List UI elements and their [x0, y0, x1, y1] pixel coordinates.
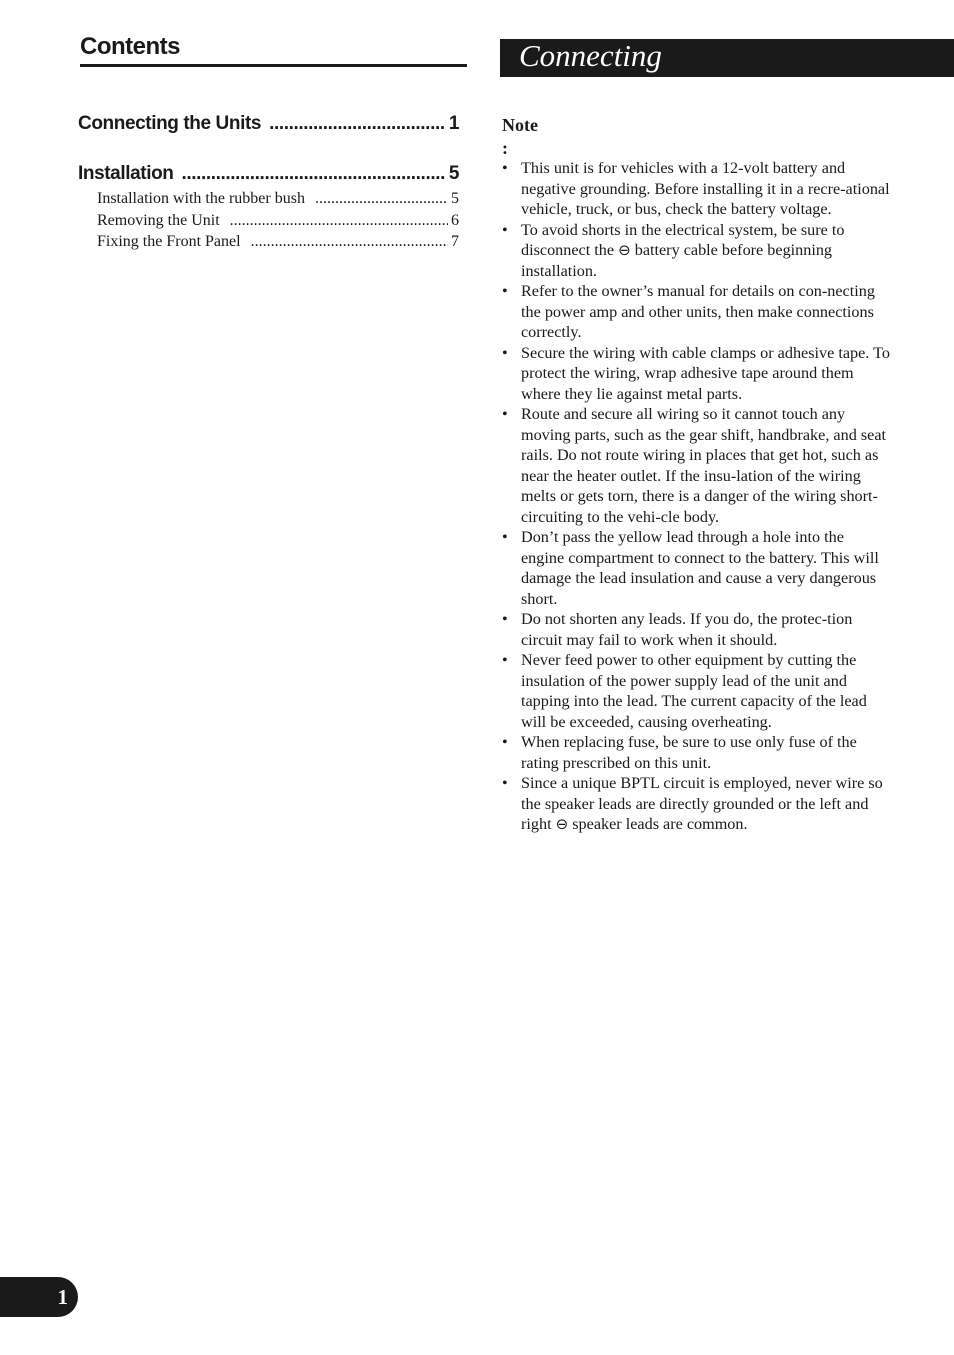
- page-number-tab: [0, 1277, 78, 1317]
- toc-subentry-page: 5: [451, 190, 459, 207]
- toc-subentry-label: Fixing the Front Panel: [97, 233, 241, 250]
- toc-subentry-removing-unit[interactable]: [78, 210, 459, 232]
- toc-leader-dots: [182, 160, 445, 188]
- note-item: • Don’t pass the yellow lead through a hole into the engine compartment to connect to the battery. This will damage the lead insulation and cause a very dangerous short.: [502, 527, 890, 609]
- toc-entry-label: Connecting the Units: [78, 113, 262, 134]
- toc-leader-dots: [269, 110, 445, 138]
- minus-terminal-icon: ⊖: [618, 241, 631, 259]
- note-item: • This unit is for vehicles with a 12-volt battery and negative grounding. Before installing it in a recre-ational vehicle, truck, or bus, check the battery voltage.: [502, 158, 890, 220]
- table-of-contents: [78, 110, 459, 253]
- toc-leader-dots: [315, 188, 448, 210]
- toc-subentry-label: Removing the Unit: [97, 211, 220, 229]
- toc-entry-installation[interactable]: [78, 160, 459, 188]
- note-section: [502, 114, 890, 835]
- note-item: • Since a unique BPTL circuit is employed, never wire so the speaker leads are directly grounded or the left and right ⊖ speaker leads are common.: [502, 773, 890, 835]
- note-item: • Refer to the owner’s manual for details on con-necting the power amp and other units, then make connections correctly.: [502, 281, 890, 343]
- toc-leader-dots: [251, 231, 448, 253]
- toc-subentry-rubber-bush[interactable]: [78, 188, 459, 210]
- note-item: • Do not shorten any leads. If you do, the protec-tion circuit may fail to work when it should.: [502, 609, 890, 650]
- toc-subentry-front-panel[interactable]: [78, 231, 459, 253]
- note-item: • Route and secure all wiring so it cannot touch any moving parts, such as the gear shift, handbrake, and seat rails. Do not route wiring in places that get hot, such as near the heater outlet. If the insu-lation of the wiring melts or gets torn, there is a danger of the wiring short-circuiting to the vehi-cle body.: [502, 404, 890, 527]
- toc-leader-dots: [230, 210, 448, 232]
- toc-entry-page: 1: [448, 113, 459, 134]
- toc-entry-connecting-the-units[interactable]: [78, 110, 459, 138]
- note-list: [502, 158, 890, 835]
- toc-entry-label: Installation: [78, 163, 174, 184]
- toc-subentry-page: 6: [451, 211, 459, 229]
- page-number: 1: [57, 1285, 68, 1309]
- note-item: • Never feed power to other equipment by cutting the insulation of the power supply lead of the unit and tapping into the lead. The current capacity of the lead will be exceeded, causing overheating.: [502, 650, 890, 732]
- section-banner: [500, 39, 954, 77]
- section-title: Connecting: [519, 38, 662, 73]
- toc-subentry-label: Installation with the rubber bush: [97, 190, 305, 207]
- note-colon: :: [502, 138, 508, 158]
- note-item: • When replacing fuse, be sure to use only fuse of the rating prescribed on this unit.: [502, 732, 890, 773]
- note-heading: Note: [502, 115, 538, 135]
- toc-entry-page: 5: [448, 163, 459, 184]
- note-item: • To avoid shorts in the electrical system, be sure to disconnect the ⊖ battery cable before beginning installation.: [502, 220, 890, 282]
- minus-terminal-icon: ⊖: [555, 815, 569, 833]
- contents-heading: Contents: [80, 32, 467, 67]
- toc-subentry-page: 7: [451, 233, 459, 250]
- note-item: • Secure the wiring with cable clamps or adhesive tape. To protect the wiring, wrap adhesive tape around them where they lie against metal parts.: [502, 343, 890, 405]
